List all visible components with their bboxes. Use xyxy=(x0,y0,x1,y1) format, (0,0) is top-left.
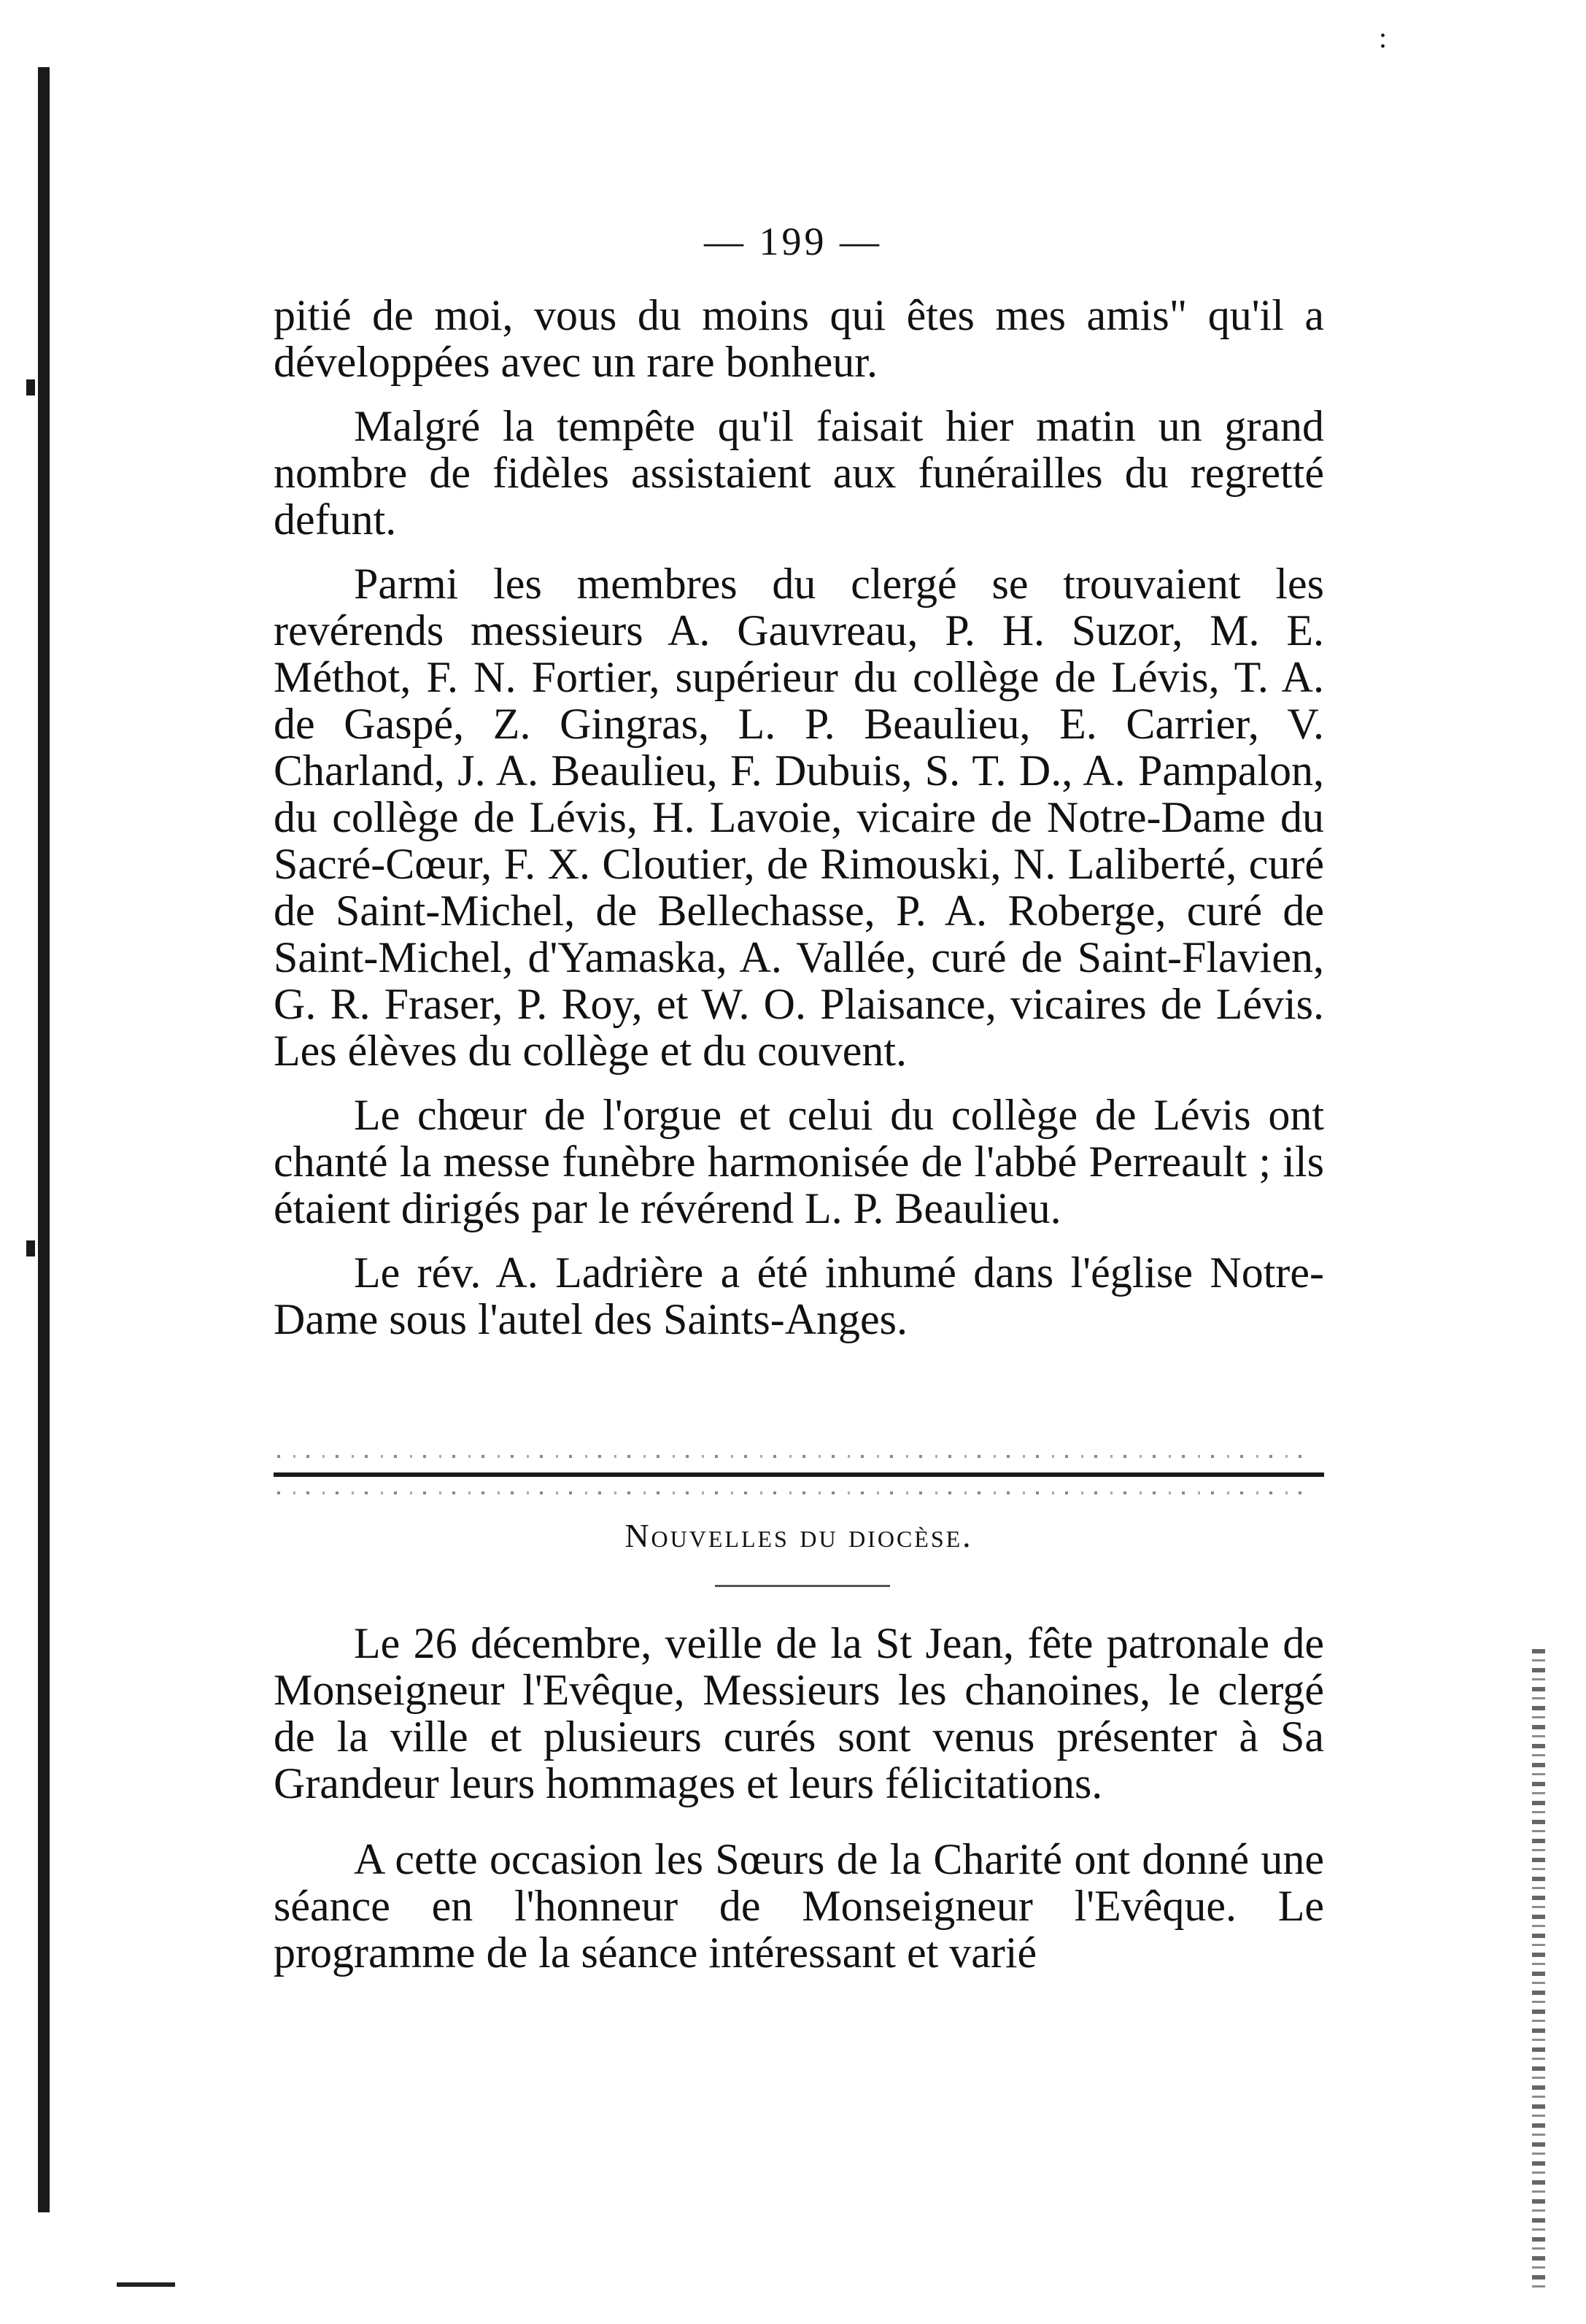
paragraph-choir: Le chœur de l'orgue et celui du collège de Lévis ont chanté la messe funèbre harmonisée de l'abbé Perreault ; ils étaient dirigés par le révérend L. P. Beaulieu. xyxy=(274,1091,1324,1232)
bleed-through-noise xyxy=(277,1455,1313,1458)
diocese-text-block xyxy=(274,1620,1324,1976)
paragraph-clergy-list: Parmi les membres du clergé se trouvaient les revérends messieurs A. Gauvreau, P. H. Suzor, M. E. Méthot, F. N. Fortier, supérieur du collège de Lévis, T. A. de Gaspé, Z. Gingras, L. P. Beaulieu, E. Carrier, V. Charland, J. A. Beaulieu, F. Dubuis, S. T. D., A. Pampalon, du collège de Lévis, H. Lavoie, vicaire de Notre-Dame du Sacré-Cœur, F. X. Cloutier, de Rimouski, N. Laliberté, curé de Saint-Michel, de Bellechasse, P. A. Roberge, curé de Saint-Michel, d'Yamaska, A. Vallée, curé de Saint-Flavien, G. R. Fraser, P. Roy, et W. O. Plaisance, vicaires de Lévis. Les élèves du collège et du couvent. xyxy=(274,560,1324,1075)
corner-mark: : xyxy=(1379,21,1388,54)
paragraph-burial: Le rév. A. Ladrière a été inhumé dans l'église Notre-Dame sous l'autel des Saints-Anges. xyxy=(274,1248,1324,1343)
edge-scan-noise xyxy=(1532,1649,1545,2291)
binding-mark xyxy=(26,379,35,395)
section-heading: Nouvelles du diocèse. xyxy=(624,1517,973,1554)
binding-edge xyxy=(38,67,50,2212)
paragraph-continuation: pitié de moi, vous du moins qui êtes mes amis" qu'il a développées avec un rare bonheur. xyxy=(274,291,1324,386)
page-number: — 199 — xyxy=(704,220,882,263)
scan-mark xyxy=(117,2282,175,2287)
paragraph-feast-day: Le 26 décembre, veille de la St Jean, fête patronale de Monseigneur l'Evêque, Messieurs les chanoines, le clergé de la ville et plusieurs curés sont venus présenter à Sa Grandeur leurs hommages et leurs félicitations. xyxy=(274,1619,1324,1807)
paragraph-sisters-charity: A cette occasion les Sœurs de la Charité ont donné une séance en l'honneur de Monseigneur l'Evêque. Le programme de la séance intéressant et varié xyxy=(274,1835,1324,1977)
bleed-through-noise xyxy=(277,1491,1313,1494)
funeral-text-block xyxy=(274,292,1324,1343)
paragraph-weather: Malgré la tempête qu'il faisait hier matin un grand nombre de fidèles assistaient aux funérailles du regretté defunt. xyxy=(274,402,1324,544)
binding-mark xyxy=(26,1240,35,1256)
section-rule xyxy=(274,1472,1324,1477)
heading-underline xyxy=(715,1585,890,1587)
